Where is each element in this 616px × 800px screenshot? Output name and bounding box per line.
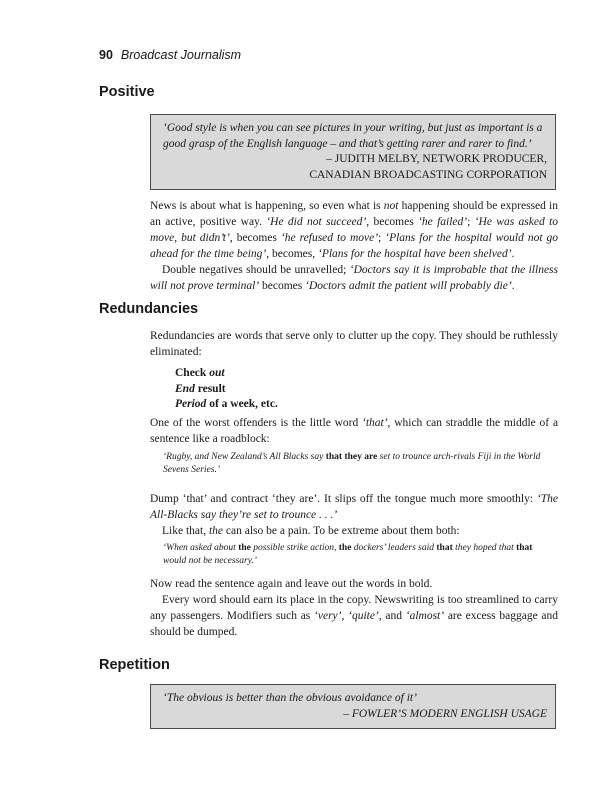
redundancies-that: [150, 415, 558, 447]
paragraph: News is about what is happening, so even what is not happening should be expressed in an active, positive way. ‘He did not succeed’, becomes ‘he failed’; ‘He was asked to move, but didn’t’, becomes ‘he refused to move’; ‘Plans for the hospital would not go ahead for the time being’, becomes, ‘Plans for the hospital have been shelved’.: [150, 200, 559, 260]
redundancy-examples-list: [175, 366, 278, 413]
list-item: End result: [175, 382, 226, 395]
heading-repetition: Repetition: [99, 657, 170, 673]
paragraph: Redundancies are words that serve only to clutter up the copy. They should be ruthlessly eliminated:: [150, 330, 558, 358]
quote-line: good grasp of the English language – and that’s getting rarer and rarer to find.’: [163, 137, 532, 150]
heading-redundancies: Redundancies: [99, 301, 199, 317]
quote-attribution: – FOWLER’S MODERN ENGLISH USAGE: [343, 707, 547, 720]
paragraph: Double negatives should be unravelled; ‘Doctors say it is improbable that the illness will not prove terminal’ becomes ‘Doctors admit the patient will probably die’.: [150, 264, 558, 292]
positive-body: [150, 198, 558, 294]
page-header: [99, 48, 241, 63]
quote-attribution: – JUDITH MELBY, NETWORK PRODUCER,: [326, 153, 547, 165]
redundancies-conclusion: [150, 576, 558, 640]
heading-positive: Positive: [99, 84, 155, 100]
quote-line: ‘Good style is when you can see pictures in your writing, but just as important is a: [163, 122, 543, 134]
list-item: Check out: [175, 367, 225, 379]
quote-box-fowler: [150, 684, 556, 729]
redundancies-intro: [150, 328, 558, 360]
quote-box-melby: [150, 114, 556, 190]
example-dockers: ‘When asked about the possible strike action, the dockers’ leaders said that they hoped that that would not be necessary.’: [163, 543, 533, 566]
paragraph: Every word should earn its place in the copy. Newswriting is too streamlined to carry any passengers. Modifiers such as ‘very’, ‘quite’, and ‘almost’ are excess baggage and should be dumped.: [150, 594, 559, 638]
paragraph: Now read the sentence again and leave out the words in bold.: [150, 578, 433, 590]
redundancies-contract: [150, 491, 558, 539]
quote-line: ‘The obvious is better than the obvious avoidance of it’: [163, 692, 417, 704]
quote-attribution: CANADIAN BROADCASTING CORPORATION: [309, 168, 547, 181]
running-title: Broadcast Journalism: [120, 48, 242, 62]
paragraph: Like that, the can also be a pain. To be extreme about them both:: [162, 525, 460, 537]
paragraph: Dump ‘that’ and contract ‘they are’. It slips off the tongue much more smoothly: ‘The All-Blacks say they’re set to trounce . . .’: [150, 493, 558, 521]
list-item: Period of a week, etc.: [175, 398, 278, 410]
paragraph: One of the worst offenders is the little word ‘that’, which can straddle the middle of a sentence like a roadblock:: [150, 417, 558, 445]
page-number: 90: [99, 48, 113, 62]
example-rugby: ‘Rugby, and New Zealand’s All Blacks say that they are set to trounce arch-rivals Fiji in the World Sevens Series.’: [163, 452, 541, 475]
